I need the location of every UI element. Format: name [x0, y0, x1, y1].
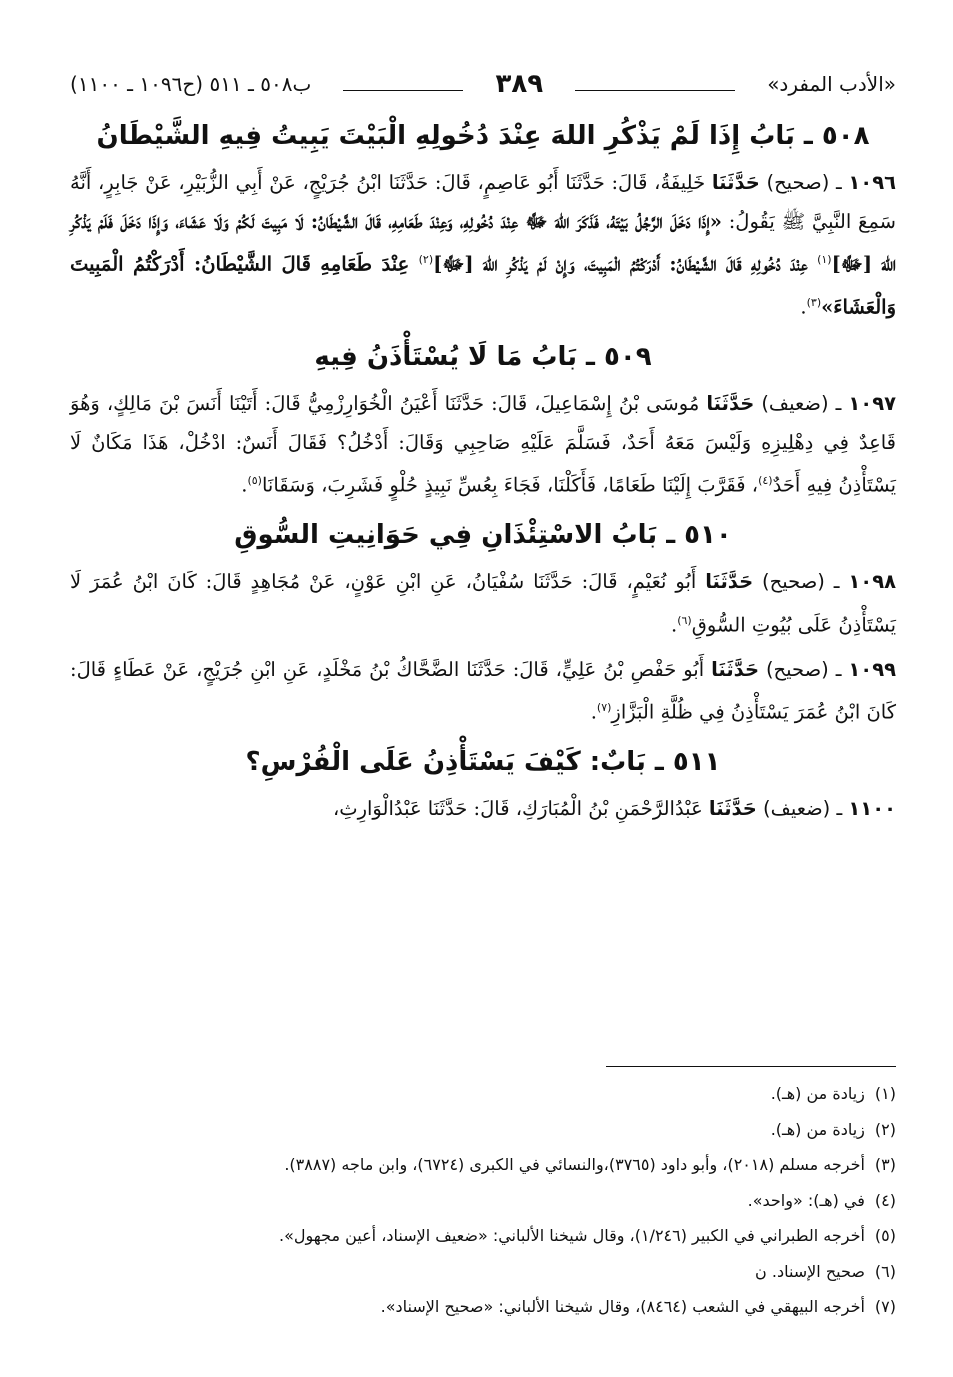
- footnotes: [70, 1076, 896, 1325]
- hadith-paragraph: [70, 563, 896, 645]
- matn-text: عِنْدَ طَعَامِهِ قَالَ الشَّيْطَانُ: أَدْرَكْتُمُ الْمَبِيتَ وَالْعَشَاءَ»: [70, 252, 896, 319]
- page-number: ٣٨٩: [495, 69, 544, 99]
- hadith-text: عَبْدُالرَّحْمَنِ بْنُ الْمُبَارَكِ، قَالَ: حَدَّثَنَا عَبْدُالْوَارِثِ،: [332, 797, 709, 820]
- footnote-item: [70, 1076, 896, 1112]
- period: .: [590, 700, 597, 724]
- footnote-item: [70, 1183, 896, 1219]
- footnote-text: أخرجه الطبراني في الكبير (١/٢٤٦)، وقال شيخنا الألباني: «ضعيف الإسناد، أعين مجهول».: [278, 1226, 865, 1245]
- footnote-item: [70, 1254, 896, 1290]
- footnote-number: (٦): [874, 1261, 896, 1281]
- header-rule: [575, 90, 735, 91]
- matn-text: عِنْدَ دُخُولِهِ قَالَ الشَّيْطَانُ: أَدْرَكْتُمُ الْمَبِيتَ، وَإِنْ لَمْ يَذْكُرِ اللهَ [ﷻ]: [433, 252, 818, 276]
- haddathana-word: حَدَّثَنَا: [711, 657, 759, 681]
- footnote-item: [70, 1112, 896, 1148]
- footnote-ref[interactable]: (٧): [596, 701, 612, 714]
- footnote-text: أخرجه البيهقي في الشعب (٨٤٦٤)، وقال شيخنا الألباني: «صحيح الإسناد».: [380, 1297, 865, 1316]
- hadith-grade: ـ (صحيح): [753, 570, 849, 593]
- hadith-number: ١٠٩٧: [848, 392, 897, 415]
- footnote-number: (١): [874, 1084, 896, 1103]
- chapter-heading: ٥١٠ ـ بَابُ الاسْتِئْذَانِ فِي حَوَانِيتِ السُّوقِ: [234, 520, 732, 550]
- footnote-number: (٤): [874, 1190, 896, 1210]
- haddathana-word: حَدَّثَنَا: [706, 392, 755, 415]
- hadith-text: أَبُو نُعَيْمٍ، قَالَ: حَدَّثَنَا سُفْيَانُ، عَنِ ابْنِ عَوْنٍ، عَنْ مُجَاهِدٍ قَالَ: كَانَ ابْنُ عُمَرَ لَا يَسْتَأْذِنُ عَلَى بُيُوتِ السُّوقِ: [70, 570, 896, 636]
- period: .: [800, 295, 807, 319]
- haddathana-word: حَدَّثَنَا: [711, 171, 760, 194]
- chapter-heading: ٥١١ ـ بَابٌ: كَيْفَ يَسْتَأْذِنُ عَلَى الْفُرْسِ؟: [245, 747, 721, 777]
- isnad-text: خَلِيفَةُ، قَالَ: حَدَّثَنَا أَبُو عَاصِمٍ، قَالَ: حَدَّثَنَا ابْنُ جُرَيْجٍ، عَنْ أَبِي الزُّبَيْرِ، عَنْ جَابِرٍ، أَنَّهُ سَمِعَ النَّبِيَّ ﷺ يَقُولُ:: [70, 171, 896, 233]
- hadith-text: مُوسَى بْنُ إِسْمَاعِيلَ، قَالَ: حَدَّثَنَا أَعْيَنُ الْخُوَارِزْمِيُّ قَالَ: أَتَيْنَا أَنَسَ بْنَ مَالِكٍ، وَهُوَ قَاعِدٌ فِي دِهْلِيزِهِ وَلَيْسَ مَعَهُ أَحَدٌ، فَسَلَّمَ عَلَيْهِ صَاحِبِي وَقَالَ: أَدْخُلُ؟ فَقَالَ أَنَسٌ: ادْخُلْ، هَذَا مَكَانٌ لَا يَسْتَأْذِنُ فِيهِ أَحَدٌ: [70, 392, 896, 497]
- footnote-text: زيادة من (هـ).: [770, 1119, 865, 1139]
- footnote-text: زيادة من (هـ).: [770, 1084, 865, 1103]
- footnote-item: [70, 1147, 896, 1183]
- footnote-ref[interactable]: (١): [817, 253, 832, 266]
- footnote-number: (٣): [874, 1155, 896, 1174]
- hadith-paragraph: [70, 385, 896, 505]
- book-page: [70, 62, 897, 1316]
- period: .: [241, 473, 248, 497]
- page-header: [70, 62, 896, 106]
- hadith-number: ١٠٩٦: [848, 171, 896, 194]
- hadith-number: ١٠٩٩: [848, 657, 896, 681]
- hadith-paragraph: [70, 651, 896, 733]
- footnote-ref[interactable]: (٦): [677, 613, 692, 627]
- footnote-ref[interactable]: (٤): [758, 474, 773, 487]
- footnote-number: (٢): [874, 1119, 896, 1139]
- footnote-item: [70, 1218, 896, 1254]
- chapter-heading: ٥٠٩ ـ بَابُ مَا لَا يُسْتَأْذَنُ فِيهِ: [314, 342, 652, 372]
- matn-text: «إِذَا دَخَلَ الرَّجُلُ بَيْتَهُ، فَذَكَرَ اللهَ ﷻ عِنْدَ دُخُولِهِ، وَعِنْدَ طَعَامِهِ، قَالَ الشَّيْطَانُ: لَا مَبِيتَ لَكُمْ وَلَا عَشَاءَ، وَإِذَا دَخَلَ فَلَمْ يَذْكُرِ اللهَ [ﷻ]: [70, 209, 897, 276]
- footnote-item: [70, 1289, 896, 1325]
- book-title: «الأدب المفرد»: [767, 72, 896, 96]
- hadith-paragraph: [70, 790, 896, 829]
- hadith-number: ١٠٩٨: [848, 570, 897, 593]
- haddathana-word: حَدَّثَنَا: [708, 797, 757, 820]
- footnote-ref[interactable]: (٥): [247, 474, 262, 487]
- hadith-grade: ـ (ضعيف): [754, 392, 849, 415]
- chapter-heading: ٥٠٨ ـ بَابُ إِذَا لَمْ يَذْكُرِ اللهَ عِنْدَ دُخُولِهِ الْبَيْتَ يَبِيتُ فِيهِ الشَّيْطَانُ: [96, 121, 870, 151]
- footnote-text: أخرجه مسلم (٢٠١٨)، وأبو داود (٣٧٦٥)،والنسائي في الكبرى (٦٧٢٤)، وابن ماجه (٣٨٨٧).: [284, 1155, 865, 1174]
- footnote-text: صحيح الإسناد. ن: [755, 1261, 865, 1281]
- header-rule: [343, 90, 463, 91]
- chapter-range: ب٥٠٨ ـ ٥١١ (ح١٠٩٦ ـ ١١٠٠): [70, 72, 312, 96]
- hadith-grade: ـ (ضعيف): [756, 797, 849, 820]
- period: .: [670, 613, 678, 636]
- hadith-grade: ـ (صحيح): [759, 171, 849, 194]
- haddathana-word: حَدَّثَنَا: [705, 570, 754, 593]
- footnote-ref[interactable]: (٢): [418, 253, 434, 266]
- footnote-divider: [606, 1066, 896, 1067]
- footnote-ref[interactable]: (٣): [806, 296, 822, 309]
- footnote-number: (٥): [874, 1226, 896, 1245]
- hadith-paragraph: [70, 164, 896, 327]
- footnote-number: (٧): [874, 1297, 896, 1316]
- hadith-number: ١١٠٠: [848, 797, 896, 820]
- hadith-text: أَبُو حَفْصِ بْنُ عَلِيٍّ، قَالَ: حَدَّثَنَا الضَّحَّاكُ بْنُ مَخْلَدٍ، عَنِ ابْنِ جُرَيْجٍ، عَنْ عَطَاءٍ قَالَ: كَانَ ابْنُ عُمَرَ يَسْتَأْذِنُ فِي ظُلَّةِ الْبَزَّازِ: [70, 657, 896, 724]
- hadith-grade: ـ (صحيح): [759, 657, 849, 681]
- footnote-text: في (هـ): «واحد».: [747, 1190, 865, 1210]
- hadith-text: ، فَقَرَّبَ إِلَيْنَا طَعَامًا، فَأَكَلْنَا، فَجَاءَ بِعُسِّ نَبِيذٍ حُلْوٍ فَشَرِبَ، وَسَقَانَا: [261, 473, 759, 497]
